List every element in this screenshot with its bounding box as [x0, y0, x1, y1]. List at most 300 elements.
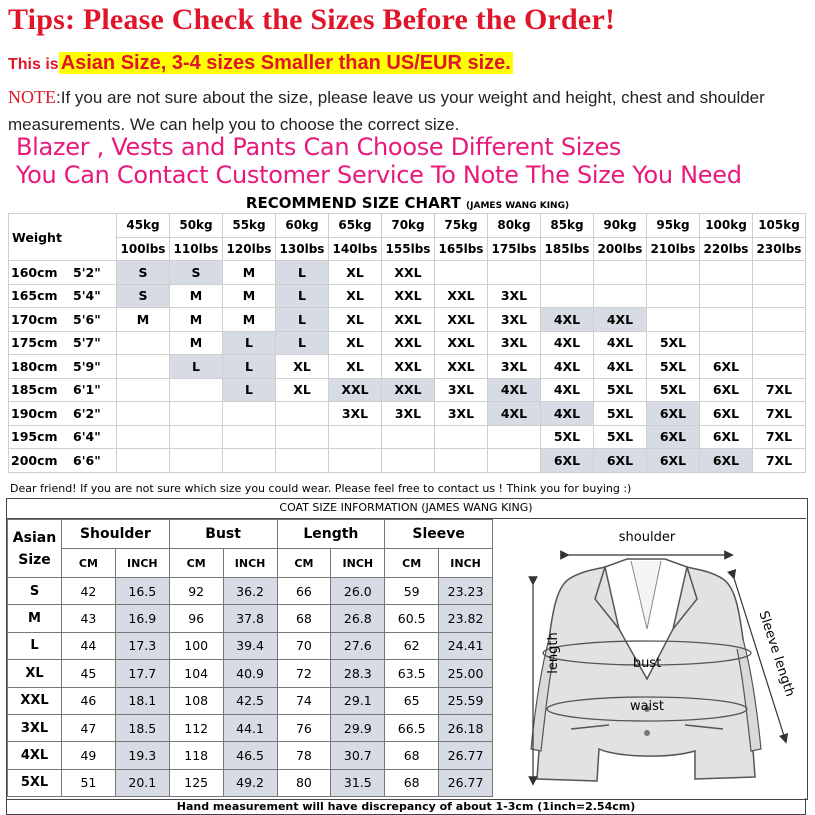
unit-header: CM	[62, 549, 116, 578]
size-cell: L	[276, 284, 329, 308]
coat-measure-cell: 17.7	[115, 660, 169, 687]
height-cm: 160cm	[11, 264, 58, 280]
coat-measure-cell: 39.4	[223, 632, 277, 659]
size-cell: L	[276, 308, 329, 332]
size-cell	[329, 425, 382, 449]
dear-friend-note: Dear friend! If you are not sure which size you could wear. Please feel free to contact us ! Think you for buying :)	[10, 482, 632, 495]
size-cell: XXL	[382, 331, 435, 355]
height-cm: 195cm	[11, 429, 58, 445]
kg-header: 105kg	[753, 214, 806, 238]
coat-measure-cell: 104	[169, 660, 223, 687]
coat-size-label: 3XL	[8, 714, 62, 741]
measure-group-header: Length	[277, 520, 385, 549]
size-cell: 6XL	[700, 355, 753, 379]
coat-measure-cell: 42	[62, 578, 116, 605]
kg-header: 90kg	[594, 214, 647, 238]
size-cell: 6XL	[647, 402, 700, 426]
coat-measure-cell: 44	[62, 632, 116, 659]
lbs-header: 130lbs	[276, 237, 329, 261]
coat-measure-cell: 28.3	[331, 660, 385, 687]
size-cell: XL	[276, 378, 329, 402]
coat-measure-cell: 45	[62, 660, 116, 687]
coat-size-row	[8, 632, 493, 659]
coat-measure-cell: 46	[62, 687, 116, 714]
size-cell	[170, 378, 223, 402]
size-cell	[435, 449, 488, 473]
tips-title: Tips: Please Check the Sizes Before the Order!	[8, 3, 616, 36]
size-cell: 3XL	[488, 331, 541, 355]
coat-measure-cell: 78	[277, 742, 331, 769]
unit-header: CM	[385, 549, 439, 578]
coat-measure-cell: 36.2	[223, 578, 277, 605]
size-cell: 5XL	[647, 378, 700, 402]
size-cell	[170, 449, 223, 473]
recommend-brand: (JAMES WANG KING)	[466, 201, 570, 211]
measurement-discrepancy-note: Hand measurement will have discrepancy of about 1-3cm (1inch=2.54cm)	[6, 798, 806, 815]
coat-measure-cell: 72	[277, 660, 331, 687]
height-ft: 5'9"	[73, 358, 101, 374]
coat-measure-cell: 68	[385, 769, 439, 796]
coat-measure-cell: 25.00	[439, 660, 493, 687]
height-cm: 165cm	[11, 288, 58, 304]
kg-header: 85kg	[541, 214, 594, 238]
height-row	[9, 284, 806, 308]
note-label: NOTE	[8, 87, 56, 107]
height-cm: 180cm	[11, 358, 58, 374]
coat-measure-cell: 29.1	[331, 687, 385, 714]
size-cell: 6XL	[700, 402, 753, 426]
size-cell: 4XL	[488, 402, 541, 426]
height-ft: 6'6"	[73, 452, 101, 468]
height-cm: 185cm	[11, 382, 58, 398]
height-row	[9, 331, 806, 355]
size-cell: XL	[329, 331, 382, 355]
size-cell: L	[223, 378, 276, 402]
height-row	[9, 449, 806, 473]
asian-size-header	[8, 520, 62, 578]
size-cell	[594, 261, 647, 285]
size-cell: 6XL	[594, 449, 647, 473]
kg-header: 60kg	[276, 214, 329, 238]
coat-size-title: COAT SIZE INFORMATION (JAMES WANG KING)	[6, 498, 806, 519]
lbs-header: 200lbs	[594, 237, 647, 261]
coat-measure-cell: 46.5	[223, 742, 277, 769]
size-cell: 3XL	[382, 402, 435, 426]
size-cell: 6XL	[647, 449, 700, 473]
size-cell: M	[223, 284, 276, 308]
lbs-header-row	[9, 237, 806, 261]
height-cell	[9, 402, 117, 426]
size-cell: XL	[329, 284, 382, 308]
size-cell: L	[276, 261, 329, 285]
height-cell	[9, 378, 117, 402]
size-cell	[753, 308, 806, 332]
size-cell	[276, 402, 329, 426]
lbs-header: 210lbs	[647, 237, 700, 261]
size-cell: L	[223, 331, 276, 355]
size-cell	[700, 308, 753, 332]
coat-measure-cell: 42.5	[223, 687, 277, 714]
coat-measure-cell: 65	[385, 687, 439, 714]
coat-measure-cell: 96	[169, 605, 223, 632]
size-cell	[276, 449, 329, 473]
unit-header: INCH	[439, 549, 493, 578]
height-row	[9, 308, 806, 332]
size-cell	[435, 425, 488, 449]
lbs-header: 185lbs	[541, 237, 594, 261]
coat-measure-cell: 43	[62, 605, 116, 632]
coat-size-label: 4XL	[8, 742, 62, 769]
coat-measure-cell: 51	[62, 769, 116, 796]
size-cell	[541, 261, 594, 285]
size-cell	[647, 308, 700, 332]
coat-measure-cell: 100	[169, 632, 223, 659]
size-cell	[594, 284, 647, 308]
diagram-sleeve-label: Sleeve length	[755, 609, 798, 699]
coat-measure-cell: 49.2	[223, 769, 277, 796]
coat-measure-cell: 19.3	[115, 742, 169, 769]
size-cell: 7XL	[753, 402, 806, 426]
size-cell	[541, 284, 594, 308]
height-cell	[9, 261, 117, 285]
size-cell: M	[223, 308, 276, 332]
kg-header: 55kg	[223, 214, 276, 238]
size-cell	[276, 425, 329, 449]
size-cell	[647, 284, 700, 308]
size-cell	[753, 284, 806, 308]
size-cell: L	[170, 355, 223, 379]
size-cell: XL	[329, 308, 382, 332]
height-row	[9, 355, 806, 379]
coat-measure-cell: 20.1	[115, 769, 169, 796]
coat-measure-cell: 26.0	[331, 578, 385, 605]
height-cell	[9, 284, 117, 308]
size-cell: XL	[276, 355, 329, 379]
size-cell: XXL	[435, 331, 488, 355]
height-ft: 5'7"	[73, 335, 101, 351]
coat-measure-cell: 18.5	[115, 714, 169, 741]
coat-measure-cell: 66.5	[385, 714, 439, 741]
unit-header: INCH	[115, 549, 169, 578]
height-ft: 5'4"	[73, 288, 101, 304]
size-cell: XXL	[435, 284, 488, 308]
asian-size-notice	[8, 52, 513, 75]
size-cell	[382, 449, 435, 473]
note-text: :If you are not sure about the size, please leave us your weight and height, chest and shoulder measurements. We can help you to choose the correct size.	[8, 88, 765, 134]
size-cell: 6XL	[700, 449, 753, 473]
coat-measure-cell: 40.9	[223, 660, 277, 687]
lbs-header: 110lbs	[170, 237, 223, 261]
lbs-header: 165lbs	[435, 237, 488, 261]
size-cell	[700, 331, 753, 355]
kg-header-row	[9, 214, 806, 238]
recommend-size-table	[8, 213, 806, 473]
coat-measure-cell: 26.18	[439, 714, 493, 741]
size-cell: 3XL	[488, 308, 541, 332]
height-row	[9, 402, 806, 426]
size-cell: 4XL	[594, 355, 647, 379]
size-cell: 3XL	[488, 355, 541, 379]
size-label: Size	[18, 551, 51, 568]
kg-header: 65kg	[329, 214, 382, 238]
height-cm: 190cm	[11, 405, 58, 421]
coat-measure-cell: 66	[277, 578, 331, 605]
size-cell	[117, 449, 170, 473]
size-cell: 6XL	[541, 449, 594, 473]
coat-size-row	[8, 660, 493, 687]
size-cell: 4XL	[594, 308, 647, 332]
coat-size-label: M	[8, 605, 62, 632]
coat-measure-cell: 29.9	[331, 714, 385, 741]
kg-header: 75kg	[435, 214, 488, 238]
asian-highlight: Asian Size, 3-4 sizes Smaller than US/EUR size.	[60, 52, 511, 74]
coat-measure-cell: 23.23	[439, 578, 493, 605]
size-cell: 4XL	[541, 378, 594, 402]
coat-measure-cell: 37.8	[223, 605, 277, 632]
size-cell: XL	[329, 261, 382, 285]
size-cell: 5XL	[647, 355, 700, 379]
size-cell	[117, 355, 170, 379]
coat-measure-cell: 112	[169, 714, 223, 741]
coat-size-label: L	[8, 632, 62, 659]
coat-measure-cell: 60.5	[385, 605, 439, 632]
size-cell: 6XL	[700, 378, 753, 402]
coat-measure-cell: 30.7	[331, 742, 385, 769]
size-cell: 4XL	[541, 308, 594, 332]
size-cell: XXL	[435, 308, 488, 332]
height-ft: 6'2"	[73, 405, 101, 421]
recommend-title-text: RECOMMEND SIZE CHART	[245, 194, 461, 212]
height-row	[9, 261, 806, 285]
size-cell: XXL	[329, 378, 382, 402]
size-cell: 5XL	[541, 425, 594, 449]
coat-size-row	[8, 605, 493, 632]
jacket-measurement-diagram	[497, 519, 805, 797]
size-cell: 3XL	[435, 402, 488, 426]
size-cell: 4XL	[594, 331, 647, 355]
size-cell	[700, 261, 753, 285]
height-ft: 5'2"	[73, 264, 101, 280]
coat-measure-cell: 16.9	[115, 605, 169, 632]
height-cm: 200cm	[11, 452, 58, 468]
size-cell	[223, 425, 276, 449]
lbs-header: 230lbs	[753, 237, 806, 261]
height-cell	[9, 425, 117, 449]
coat-unit-header-row	[8, 549, 493, 578]
coat-measure-cell: 18.1	[115, 687, 169, 714]
kg-header: 80kg	[488, 214, 541, 238]
height-cell	[9, 331, 117, 355]
size-cell: 4XL	[541, 355, 594, 379]
size-cell	[223, 402, 276, 426]
coat-measure-cell: 92	[169, 578, 223, 605]
size-cell: 3XL	[435, 378, 488, 402]
height-cm: 175cm	[11, 335, 58, 351]
kg-header: 45kg	[117, 214, 170, 238]
size-cell: 3XL	[329, 402, 382, 426]
size-cell: 5XL	[647, 331, 700, 355]
coat-size-label: S	[8, 578, 62, 605]
coat-measure-cell: 59	[385, 578, 439, 605]
size-cell	[170, 402, 223, 426]
size-cell	[700, 284, 753, 308]
coat-measure-cell: 68	[277, 605, 331, 632]
size-cell: M	[117, 308, 170, 332]
coat-measure-cell: 44.1	[223, 714, 277, 741]
coat-measure-cell: 125	[169, 769, 223, 796]
coat-measure-cell: 108	[169, 687, 223, 714]
size-cell: 7XL	[753, 378, 806, 402]
coat-measure-cell: 49	[62, 742, 116, 769]
size-cell: XXL	[382, 378, 435, 402]
height-cm: 170cm	[11, 311, 58, 327]
coat-size-row	[8, 742, 493, 769]
note-paragraph	[8, 84, 813, 138]
asian-label: Asian	[12, 529, 57, 546]
size-cell: M	[170, 331, 223, 355]
pink-line-2: You Can Contact Customer Service To Note The Size You Need	[16, 161, 742, 189]
size-cell	[117, 331, 170, 355]
measure-group-header: Shoulder	[62, 520, 170, 549]
coat-measure-cell: 80	[277, 769, 331, 796]
coat-measure-cell: 27.6	[331, 632, 385, 659]
coat-measure-cell: 63.5	[385, 660, 439, 687]
size-cell	[753, 331, 806, 355]
height-cell	[9, 449, 117, 473]
diagram-shoulder-label: shoulder	[618, 530, 676, 545]
coat-measure-cell: 70	[277, 632, 331, 659]
size-cell: 6XL	[700, 425, 753, 449]
coat-measure-cell: 118	[169, 742, 223, 769]
height-ft: 6'1"	[73, 382, 101, 398]
size-cell	[488, 425, 541, 449]
size-cell	[488, 449, 541, 473]
size-cell	[488, 261, 541, 285]
size-cell: 6XL	[647, 425, 700, 449]
size-cell: XXL	[435, 355, 488, 379]
size-cell: 3XL	[488, 284, 541, 308]
size-cell	[382, 425, 435, 449]
coat-size-label: XXL	[8, 687, 62, 714]
size-cell	[329, 449, 382, 473]
unit-header: CM	[277, 549, 331, 578]
kg-header: 95kg	[647, 214, 700, 238]
height-cell	[9, 308, 117, 332]
size-cell: 7XL	[753, 449, 806, 473]
kg-header: 100kg	[700, 214, 753, 238]
coat-size-label: XL	[8, 660, 62, 687]
height-row	[9, 425, 806, 449]
measure-group-header: Sleeve	[385, 520, 493, 549]
lbs-header: 220lbs	[700, 237, 753, 261]
size-cell	[170, 425, 223, 449]
size-cell: XXL	[382, 308, 435, 332]
coat-measure-cell: 26.77	[439, 769, 493, 796]
lbs-header: 140lbs	[329, 237, 382, 261]
size-cell	[117, 378, 170, 402]
coat-measure-cell: 68	[385, 742, 439, 769]
size-cell	[753, 261, 806, 285]
recommend-title	[0, 194, 815, 212]
coat-measure-cell: 26.77	[439, 742, 493, 769]
size-cell	[223, 449, 276, 473]
size-cell	[117, 425, 170, 449]
size-cell: M	[170, 308, 223, 332]
size-cell: L	[223, 355, 276, 379]
diagram-waist-label: waist	[629, 699, 665, 714]
size-cell	[117, 402, 170, 426]
size-cell	[753, 355, 806, 379]
size-cell: XXL	[382, 355, 435, 379]
lbs-header: 100lbs	[117, 237, 170, 261]
diagram-length-label: length	[546, 632, 561, 674]
size-cell: M	[170, 284, 223, 308]
size-cell: 7XL	[753, 425, 806, 449]
coat-size-table	[7, 519, 493, 797]
pink-line-1: Blazer , Vests and Pants Can Choose Different Sizes	[16, 133, 622, 161]
height-cell	[9, 355, 117, 379]
size-cell: S	[117, 284, 170, 308]
size-cell: XXL	[382, 284, 435, 308]
coat-measure-cell: 17.3	[115, 632, 169, 659]
size-cell: 4XL	[541, 331, 594, 355]
size-cell: S	[170, 261, 223, 285]
height-ft: 5'6"	[73, 311, 101, 327]
coat-measure-cell: 76	[277, 714, 331, 741]
lbs-header: 155lbs	[382, 237, 435, 261]
weight-label-cell: Weight	[9, 214, 117, 261]
coat-measure-cell: 26.8	[331, 605, 385, 632]
coat-size-row	[8, 687, 493, 714]
coat-measure-cell: 74	[277, 687, 331, 714]
kg-header: 70kg	[382, 214, 435, 238]
height-ft: 6'4"	[73, 429, 101, 445]
coat-measure-cell: 23.82	[439, 605, 493, 632]
coat-measure-cell: 62	[385, 632, 439, 659]
coat-measure-cell: 31.5	[331, 769, 385, 796]
height-row	[9, 378, 806, 402]
unit-header: INCH	[331, 549, 385, 578]
lbs-header: 175lbs	[488, 237, 541, 261]
coat-size-row	[8, 769, 493, 796]
size-cell: XXL	[382, 261, 435, 285]
size-cell: 4XL	[488, 378, 541, 402]
unit-header: INCH	[223, 549, 277, 578]
size-cell	[435, 261, 488, 285]
diagram-bust-label: bust	[632, 656, 662, 671]
coat-size-row	[8, 714, 493, 741]
size-cell: M	[223, 261, 276, 285]
size-cell: 5XL	[594, 402, 647, 426]
coat-size-row	[8, 578, 493, 605]
size-cell	[647, 261, 700, 285]
size-cell: XL	[329, 355, 382, 379]
asian-prefix: This is	[8, 56, 59, 73]
unit-header: CM	[169, 549, 223, 578]
size-cell: 5XL	[594, 425, 647, 449]
measure-group-header: Bust	[169, 520, 277, 549]
coat-measure-cell: 25.59	[439, 687, 493, 714]
coat-size-label: 5XL	[8, 769, 62, 796]
coat-group-header-row	[8, 520, 493, 549]
jacket-outline	[497, 519, 805, 797]
lbs-header: 120lbs	[223, 237, 276, 261]
size-cell: L	[276, 331, 329, 355]
coat-measure-cell: 47	[62, 714, 116, 741]
size-cell: S	[117, 261, 170, 285]
coat-measure-cell: 24.41	[439, 632, 493, 659]
size-cell: 4XL	[541, 402, 594, 426]
